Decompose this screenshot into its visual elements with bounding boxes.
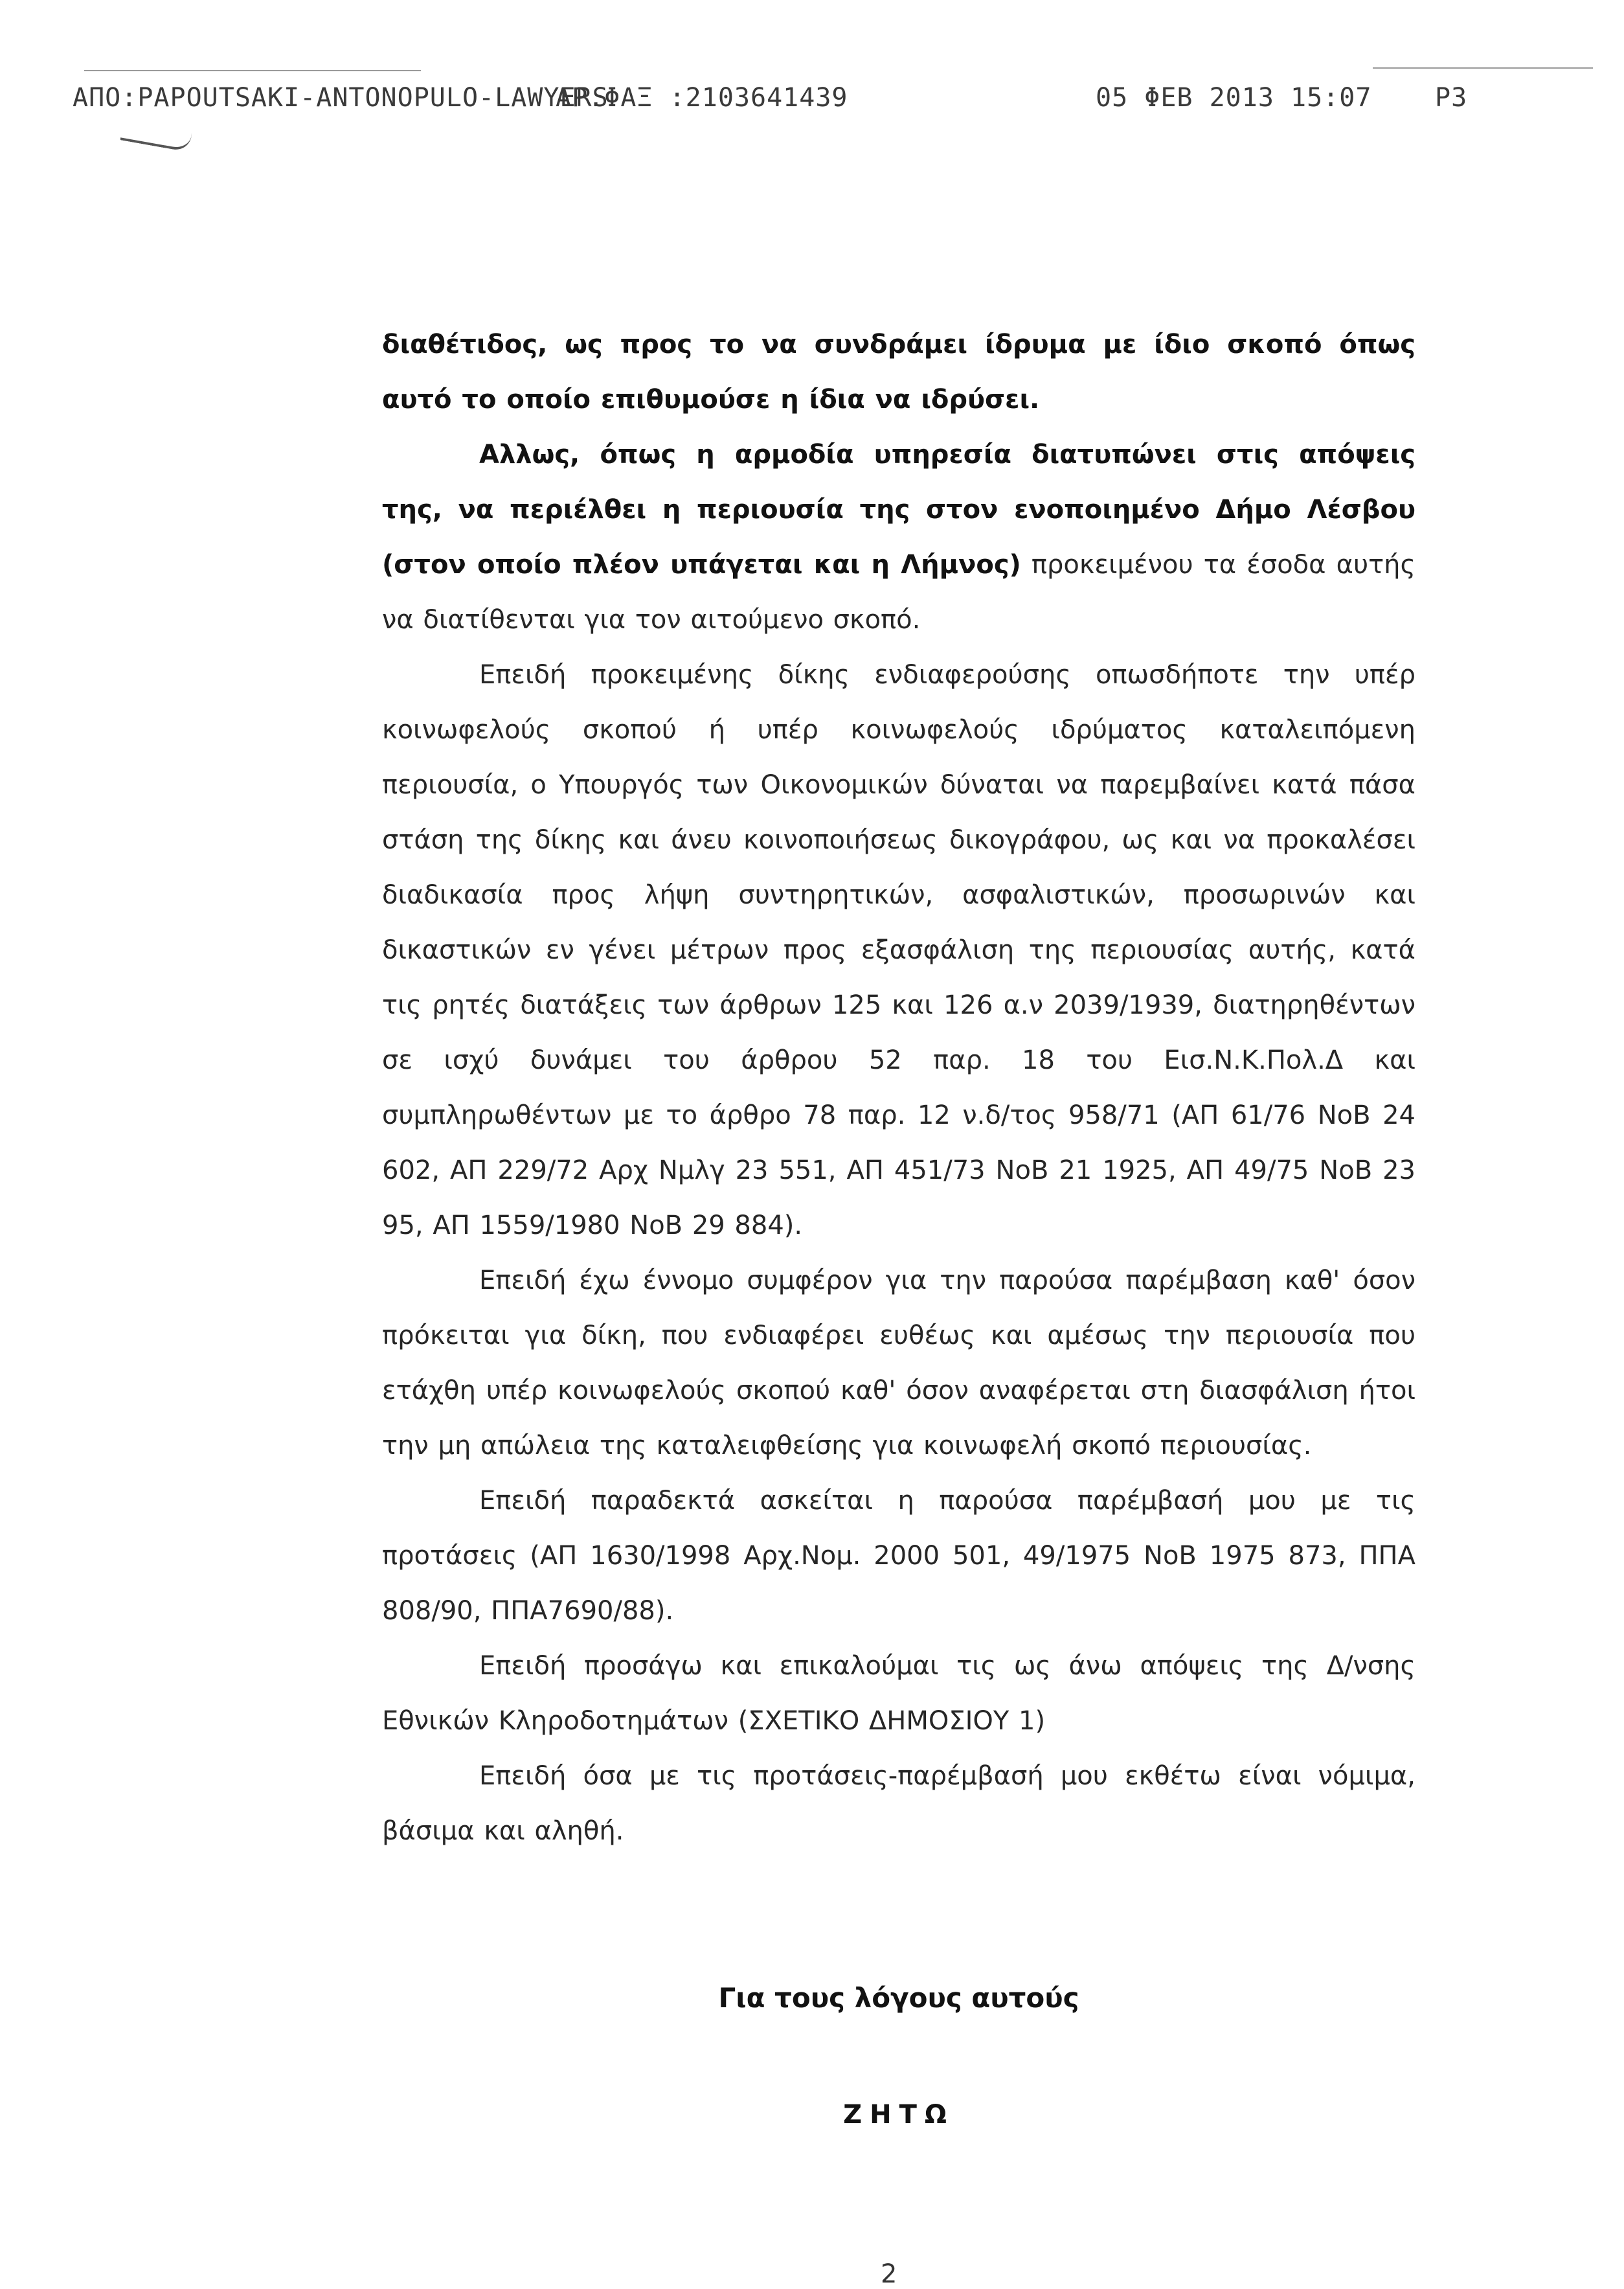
scan-artifact-mark bbox=[120, 120, 192, 152]
paragraph-6 bbox=[382, 1639, 1415, 1749]
paragraph-2 bbox=[382, 427, 1415, 648]
fax-sender: ΑΠΟ:PAPOUTSAKI-ANTONOPULO-LAWYERS bbox=[73, 83, 609, 113]
scan-artifact-line bbox=[1373, 67, 1593, 69]
fax-header bbox=[73, 83, 1484, 122]
fax-number: ΑΡ.ΦΑΞ :2103641439 bbox=[556, 83, 848, 113]
scan-artifact-line bbox=[84, 70, 421, 71]
paragraph-text: προκειμένου τα έσοδα αυτής να διατίθενται για τον αιτούμενο σκοπό. bbox=[382, 550, 1416, 635]
paragraph-text: Επειδή προσάγω και επικαλούμαι τις ως άνω απόψεις της Δ/νσης Εθνικών Κληροδοτημάτων (ΣΧΕΤΙΚΟ ΔΗΜΟΣΙΟΥ 1) bbox=[382, 1651, 1415, 1736]
paragraph-text: Επειδή παραδεκτά ασκείται η παρούσα παρέμβασή μου με τις προτάσεις (ΑΠ 1630/1998 Αρχ.Νομ. 2000 501, 49/1975 ΝοΒ 1975 873, ΠΠΑ 808/90, ΠΠΑ7690/88). bbox=[382, 1486, 1415, 1626]
fax-datetime: 05 ΦΕΒ 2013 15:07 bbox=[1096, 83, 1372, 113]
paragraph-bold: διαθέτιδος, ως προς το να συνδράμει ίδρυμα με ίδιο σκοπό όπως αυτό το οποίο επιθυμούσε η ίδια να ιδρύσει. bbox=[382, 330, 1415, 415]
document-body bbox=[382, 317, 1415, 1859]
paragraph-1 bbox=[382, 317, 1415, 427]
paragraph-5 bbox=[382, 1474, 1415, 1639]
paragraph-text: Επειδή προκειμένης δίκης ενδιαφερούσης οπωσδήποτε την υπέρ κοινωφελούς σκοπού ή υπέρ κοινωφελούς ιδρύματος καταλειπόμενη περιουσία, ο Υπουργός των Οικονομικών δύναται να παρεμβαίνει κατά πάσα στάση της δίκης και άνευ κοινοποιήσεως δικογράφου, ως και να προκαλέσει διαδικασία προς λήψη συντηρητικών, ασφαλιστικών, προσωρινών και δικαστικών εν γένει μέτρων προς εξασφάλιση της περιουσίας αυτής, κατά τις ρητές διατάξεις των άρθρων 125 και 126 α.ν 2039/1939, διατηρηθέντων σε ισχύ δυνάμει του άρθρου 52 παρ. 18 του Εισ.Ν.Κ.Πολ.Δ και συμπληρωθέντων με το άρθρο 78 παρ. 12 ν.δ/τος 958/71 (ΑΠ 61/76 ΝοΒ 24 602, ΑΠ 229/72 Αρχ Νμλγ 23 551, ΑΠ 451/73 ΝοΒ 21 1925, ΑΠ 49/75 ΝοΒ 23 95, ΑΠ 1559/1980 ΝοΒ 29 884). bbox=[382, 660, 1415, 1240]
paragraph-4 bbox=[382, 1253, 1415, 1474]
section-heading-request: ΖΗΤΩ bbox=[843, 2100, 954, 2130]
paragraph-bold: Αλλως, όπως η αρμοδία υπηρεσία διατυπώνει στις απόψεις της, να περιέλθει η περιουσία της στον ενοποιημένο Δήμο Λέσβου (στον οποίο πλέον υπάγεται και η Λήμνος) bbox=[382, 440, 1415, 580]
paragraph-text: Επειδή όσα με τις προτάσεις-παρέμβασή μου εκθέτω είναι νόμιμα, βάσιμα και αληθή. bbox=[382, 1761, 1415, 1846]
paragraph-3 bbox=[382, 648, 1415, 1253]
paragraph-text: Επειδή έχω έννομο συμφέρον για την παρούσα παρέμβαση καθ' όσον πρόκειται για δίκη, που ενδιαφέρει ευθέως και αμέσως την περιουσία που ετάχθη υπέρ κοινωφελούς σκοπού καθ' όσον αναφέρεται στη διασφάλιση ήτοι την μη απώλεια της καταλειφθείσης για κοινωφελή σκοπό περιουσίας. bbox=[382, 1266, 1415, 1461]
page-number: 2 bbox=[881, 2259, 897, 2289]
paragraph-7 bbox=[382, 1749, 1415, 1859]
fax-page: P3 bbox=[1435, 83, 1468, 113]
section-heading-reasons: Για τους λόγους αυτούς bbox=[718, 1982, 1079, 2014]
